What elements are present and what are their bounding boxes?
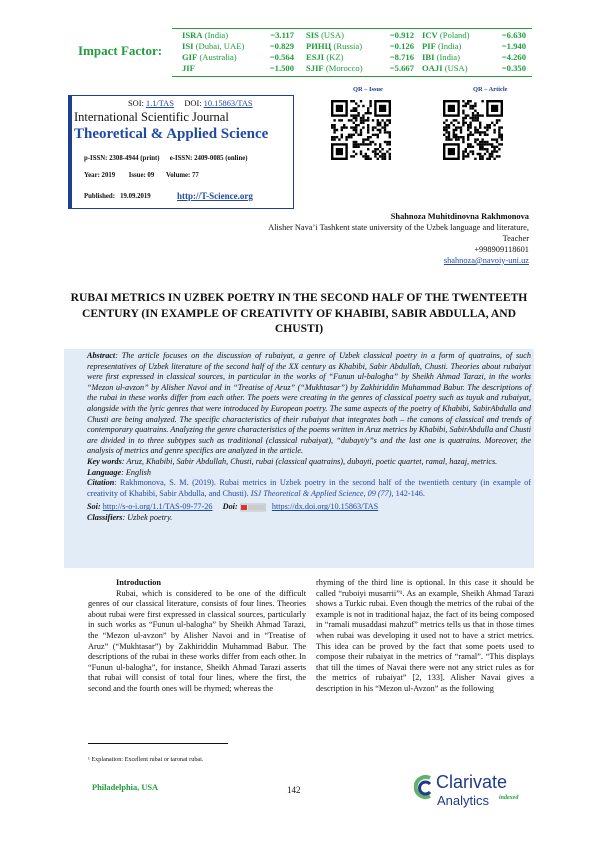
author-phone: +998909118601 [474, 245, 529, 254]
citation-label: Citation [87, 478, 115, 488]
qr-issue-label: QR – Issue [353, 86, 383, 93]
doi-link-label: Doi [222, 502, 235, 512]
impact-factor-country: (Poland) [439, 30, 470, 40]
article-title: RUBAI METRICS IN UZBEK POETRY IN THE SECOND HALF OF THE TWENTEETH CENTURY (IN EXAMPLE OF CREATIVITY OF KHABIBI, SABIR ABDULLA, AND CHUSTI) [70, 291, 528, 335]
doi-link[interactable]: 10.15863/TAS [203, 99, 253, 108]
journal-title: International Scientific Journal [74, 110, 229, 124]
impact-factor-column-2 [306, 30, 414, 74]
impact-factor-entry [422, 41, 526, 52]
impact-factor-value: 1.500 [274, 63, 294, 73]
impact-factor-value: 8.716 [394, 52, 414, 62]
introduction-paragraph-1: Rubai, which is considered to be one of the difficult genres of our classical literature, consists of four lines. Theories about rubai were first expressed in classical sources, particularly in such works as “Funun ul-balogha” by Sheikh Ahmad Tarazi, the “Mezon ul-avzon” by Alisher Navoi and in “Treatise of Aruz” (“Mukhtasar”) by Zakhiriddin Muhammad Babur. The descriptions of the rubai in these works differ from each other. In “Funun ul-balogha”, for instance, Sheikh Ahmad Tarazi asserts that rubai will consist of total four lines, where the first, the second and the fourth ones will be rhymed; whereas the [88, 588, 306, 693]
classifiers-line [87, 513, 531, 524]
impact-factor-entry [306, 30, 414, 41]
keywords-text: : Aruz, Khabibi, Sabir Abdullah, Chusti, rubai (classical quatrains), dubayti, poetic quartet, ramal, hazaj, metrics. [121, 456, 498, 466]
footer-city: Philadelphia, USA [92, 783, 159, 792]
impact-factor-country: (India) [436, 52, 460, 62]
impact-factor-name: SIS [306, 30, 319, 40]
impact-factor-name: РИНЦ [306, 41, 332, 51]
impact-factor-name: SJIF [306, 63, 324, 73]
impact-factor-entry [182, 63, 294, 74]
impact-factor-name: ISI [182, 41, 194, 51]
impact-factor-equals: = [501, 63, 507, 73]
impact-factor-entry [306, 52, 414, 63]
journal-website-link[interactable]: http://T-Science.org [177, 191, 253, 201]
soi-label: SOI: [128, 99, 144, 108]
impact-factor-entry [422, 63, 526, 74]
clarivate-analytics-wordmark: Analytics [437, 793, 490, 808]
impact-factor-bottom-rule [172, 76, 532, 77]
journal-box-accent-bar [68, 96, 72, 208]
keywords-label: Key words [87, 456, 122, 466]
impact-factor-top-rule [172, 28, 532, 29]
language-text: : English [121, 467, 151, 477]
impact-factor-country: (USA) [444, 63, 468, 73]
impact-factor-column-3 [422, 30, 526, 74]
soi-link[interactable]: 1.1/TAS [145, 99, 174, 108]
impact-factor-label: Impact Factor: [78, 43, 163, 58]
impact-factor-value: 3.117 [275, 30, 294, 40]
impact-factor-name: ISRA [182, 30, 203, 40]
impact-factor-entry [306, 63, 414, 74]
keywords-line [87, 457, 531, 468]
classifiers-text: : Uzbek poetry. [122, 512, 173, 522]
impact-factor-name: JIF [182, 63, 195, 73]
soi-doi-line [128, 99, 253, 108]
body-column-left [88, 578, 306, 695]
impact-factor-country: (Morocco) [325, 63, 363, 73]
impact-factor-equals: = [501, 52, 507, 62]
language-line [87, 468, 531, 479]
impact-factor-equals: = [269, 63, 275, 73]
abstract-label: Abstract [87, 351, 116, 360]
crossref-icon [240, 503, 266, 512]
impact-factor-country: (India) [438, 41, 462, 51]
footnote-rule [88, 743, 228, 744]
impact-factor-name: OAJI [422, 63, 443, 73]
soi-link-label: Soi [87, 502, 98, 512]
issn-line: p-ISSN: 2308-4944 (print) e-ISSN: 2409-0085 (online) [84, 155, 248, 162]
impact-factor-name: ESJI [306, 52, 325, 62]
article-doi-link[interactable]: https://dx.doi.org/10.15863/TAS [271, 502, 379, 512]
introduction-heading: Introduction [116, 578, 162, 587]
impact-factor-entry [306, 41, 414, 52]
impact-factor-value: 0.350 [506, 63, 526, 73]
clarivate-logo-icon [414, 772, 434, 812]
qr-article-code[interactable] [443, 100, 503, 160]
author-name: Shahnoza Muhitdinovna Rakhmonova [390, 212, 529, 221]
impact-factor-country: (India) [204, 30, 229, 40]
impact-factor-equals: = [389, 30, 395, 40]
impact-factor-value: 0.564 [274, 52, 294, 62]
impact-factor-country: (Dubai, UAE) [195, 41, 245, 51]
impact-factor-equals: = [501, 30, 507, 40]
impact-factor-name: IBI [422, 52, 435, 62]
citation-pages: 142-146. [393, 488, 425, 498]
impact-factor-country: (Australia) [199, 52, 237, 62]
citation-line [87, 478, 531, 499]
impact-factor-value: 0.829 [274, 41, 294, 51]
language-label: Language [87, 467, 122, 477]
introduction-paragraph-2: rhyming of the third line is optional. In this case it should be called “ruboiyi musarrii”¹. As an example, Sheikh Ahmad Tarazi shows a Turkic rubai. Even though the metrics of the rubai of the example is not in traditional hajaz, the fact of its being composed in “ramali musaddasi mahzuf” metrics tells us that in those times when rubai was developing it used not to have a strict metrics. This idea can be proved by the fact that some poets used to compose their rubaiyat in the metrics of “ramal”. “This displays that till the times of Navai there were not any strict rules as for the metrics of rubaiyat” [2, 133]. Alisher Navai gives a description in his “Mezon ul-Avzon” as the following [316, 578, 534, 693]
citation-text: : Rakhmonova, S. M. (2019). Rubai metrics in Uzbek poetry in the second half of the twentieth century (in example of creativity of Khabibi, Sabir Abdulla, and Chusti). [87, 478, 531, 498]
classifiers-label: Classifiers [87, 512, 123, 522]
impact-factor-equals: = [269, 52, 275, 62]
impact-factor-entry [182, 52, 294, 63]
qr-article-label: QR – Article [473, 86, 508, 93]
impact-factor-equals: = [389, 52, 395, 62]
impact-factor-entry [182, 30, 294, 41]
impact-factor-name: GIF [182, 52, 198, 62]
soi-doi-links-line: Soi: http://s-o-i.org/1.1/TAS-09-77-26 Doi: https://dx.doi.org/10.15863/TAS [87, 502, 379, 512]
footnote-text: ¹ Explanation: Excellent rubai or taronai rubai. [88, 756, 204, 763]
impact-factor-value: 6.630 [506, 30, 526, 40]
page-number: 142 [287, 785, 301, 795]
qr-issue-code[interactable] [331, 100, 391, 160]
impact-factor-country: (KZ) [326, 52, 344, 62]
indexed-label: indexed [499, 795, 519, 801]
citation-journal: ISJ Theoretical & Applied Science, 09 (77), [248, 488, 394, 498]
impact-factor-entry [422, 30, 526, 41]
abstract-paragraph [87, 351, 531, 457]
abstract-block [87, 351, 531, 524]
journal-subtitle: Theoretical & Applied Science [74, 126, 269, 142]
impact-factor-country: (Russia) [333, 41, 363, 51]
author-role: Teacher [502, 234, 529, 243]
impact-factor-value: 1.940 [506, 41, 526, 51]
impact-factor-country: (USA) [321, 30, 344, 40]
clarivate-wordmark: Clarivate [436, 772, 508, 792]
impact-factor-value: 0.126 [394, 41, 414, 51]
body-column-right [316, 578, 534, 695]
impact-factor-value: 4.260 [506, 52, 526, 62]
doi-label: DOI: [184, 99, 202, 108]
impact-factor-column-1 [182, 30, 294, 74]
published-date: Published: 19.09.2019 [84, 193, 151, 200]
impact-factor-equals: = [269, 41, 275, 51]
article-soi-link[interactable]: http://s-o-i.org/1.1/TAS-09-77-26 [102, 502, 213, 512]
impact-factor-value: 0.912 [394, 30, 414, 40]
author-affiliation: Alisher Nava’i Tashkent state university of the Uzbek language and literature, [268, 223, 529, 232]
impact-factor-equals: = [389, 41, 395, 51]
author-email-link[interactable]: shahnoza@navoiy-uni.uz [443, 256, 529, 265]
impact-factor-value: 5.667 [394, 63, 414, 73]
impact-factor-entry [422, 52, 526, 63]
impact-factor-name: PIF [422, 41, 436, 51]
abstract-text: : The article focuses on the discussion of rubaiyat, a genre of Uzbek classical poetry in a form of quatrains, of such representatives of Uzbek literature of the second half of the XX century as Khabibi, Sabir Abdullah, Chusti. Theories about rubaiyat were first expressed in classical sources, in particular in the works of “Funun ul-balogha” by Sheikh Ahmad Tarazi, in the works “Mezon ul-avzon” by Alisher Navoi and in “Treatise of Aruz” (“Mukhtasar”) by Zakhiriddin Muhammad Babur. The descriptions of the rubai in these works differ from each other. The poets were creating in the genres of classical poetry such as tuyuk and rubaiyat, alongside with the lyric genres that were introduced by European poetry. The same aspects of the poetry of Khabibi, SabirAbdulla and Chusti are being analyzed. The specific characteristics of their rubaiyat that integrates both – the canons of classical and trends of contemporary quatrains. Analyzing the genre characteristics of the poems written in Aruz metrics by Khabibi, SabirAbdulla and Chusti are divided in to three subtypes such as traditional (classical rubaiyat), “dubayt/y”s and the last one is quatrains. Moreover, the analysis of metrics and genre specifics are analyzed in the article. [87, 351, 531, 456]
impact-factor-entry [182, 41, 294, 52]
impact-factor-equals: = [501, 41, 507, 51]
year-issue-volume-line: Year: 2019 Issue: 09 Volume: 77 [84, 172, 199, 179]
impact-factor-equals: = [389, 63, 395, 73]
impact-factor-name: ICV [422, 30, 438, 40]
impact-factor-equals: = [270, 30, 276, 40]
